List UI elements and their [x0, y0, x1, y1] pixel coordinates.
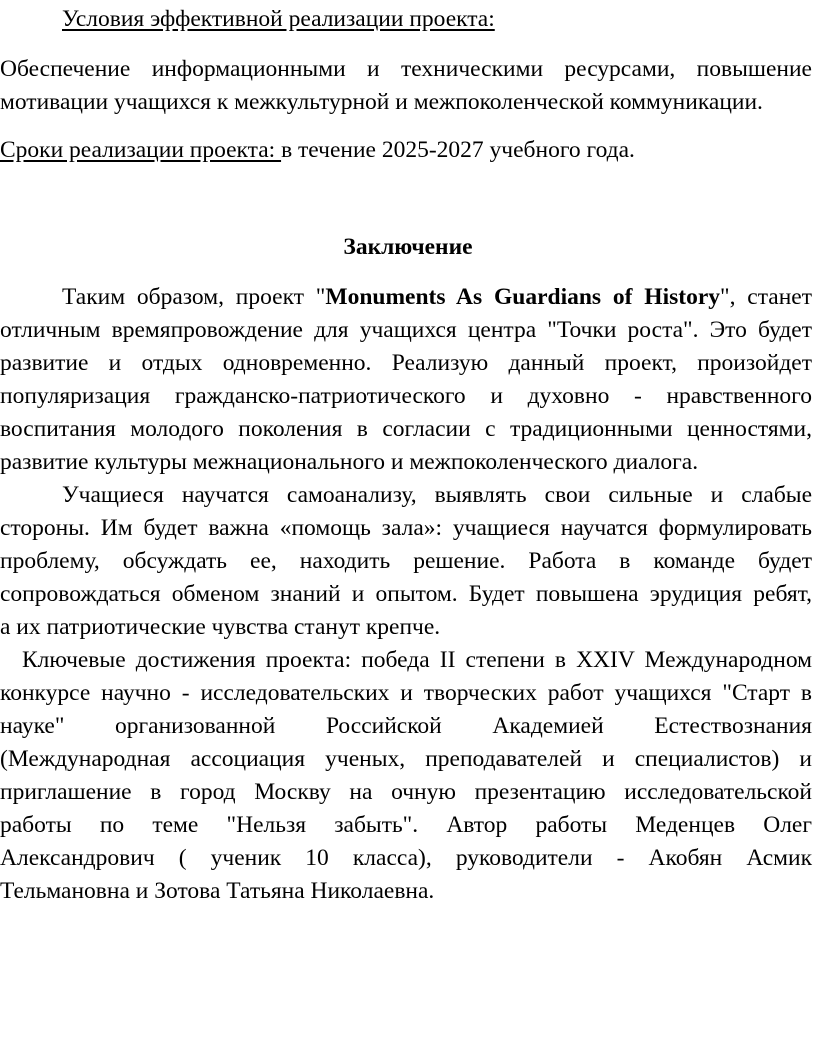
p3-line-7: Александрович ( ученик 10 класса), руководители - Акобян Асмик	[0, 845, 812, 871]
conditions-label: Условия эффективной реализации проекта:	[62, 6, 495, 32]
p1-line-4: популяризация гражданско-патриотического и духовно - нравственного	[0, 383, 812, 409]
p3-line-1: Ключевые достижения проекта: победа II степени в XXIV Международном	[22, 647, 812, 673]
conditions-label-line	[62, 4, 812, 34]
p3-line-6: работы по теме "Нельзя забыть". Автор работы Меденцев Олег	[0, 812, 812, 838]
conditions-line-2: мотивации учащихся к межкультурной и межпоколенческой коммуникации.	[0, 89, 763, 115]
p3-line-4: (Международная ассоциация ученых, преподавателей и специалистов) и	[0, 746, 812, 772]
timeline-line	[0, 135, 812, 165]
conditions-line-1: Обеспечение информационными и техническими ресурсами, повышение	[0, 56, 812, 82]
timeline-label: Сроки реализации проекта:	[0, 137, 282, 163]
p3-line-3: науке" организованной Российской Академией Естествознания	[0, 713, 812, 739]
p1-line-2: отличным времяпровождение для учащихся центра "Точки роста". Это будет	[0, 317, 812, 343]
conclusion-heading: Заключение	[343, 234, 473, 260]
p1-line-5: воспитания молодого поколения в согласии с традиционными ценностями,	[0, 416, 812, 442]
p3-line-8: Тельмановна и Зотова Татьяна Николаевна.	[0, 878, 435, 904]
project-name: Monuments As Guardians of History	[325, 284, 720, 310]
p1-end: ", станет	[720, 284, 812, 310]
p2-line-2: стороны. Им будет важна «помощь зала»: учащиеся научатся формулировать	[0, 515, 812, 541]
p3-line-2: конкурсе научно - исследовательских и творческих работ учащихся "Старт в	[0, 680, 812, 706]
p2-line-5: а их патриотические чувства станут крепче.	[0, 614, 441, 640]
p2-line-1: Учащиеся научатся самоанализу, выявлять свои сильные и слабые	[62, 482, 812, 508]
p3-line-5: приглашение в город Москву на очную презентацию исследовательской	[0, 779, 812, 805]
p2-line-4: сопровождаться обменом знаний и опытом. Будет повышена эрудиция ребят,	[0, 581, 812, 607]
p1-first-line	[62, 282, 812, 312]
p1-line-3: развитие и отдых одновременно. Реализую данный проект, произойдет	[0, 350, 812, 376]
p2-line-3: проблему, обсуждать ее, находить решение. Работа в команде будет	[0, 548, 812, 574]
p1-line-6: развитие культуры межнационального и межпоколенческого диалога.	[0, 449, 699, 475]
timeline-text: в течение 2025-2027 учебного года.	[281, 137, 635, 163]
p1-start: Таким образом, проект "	[62, 284, 326, 310]
